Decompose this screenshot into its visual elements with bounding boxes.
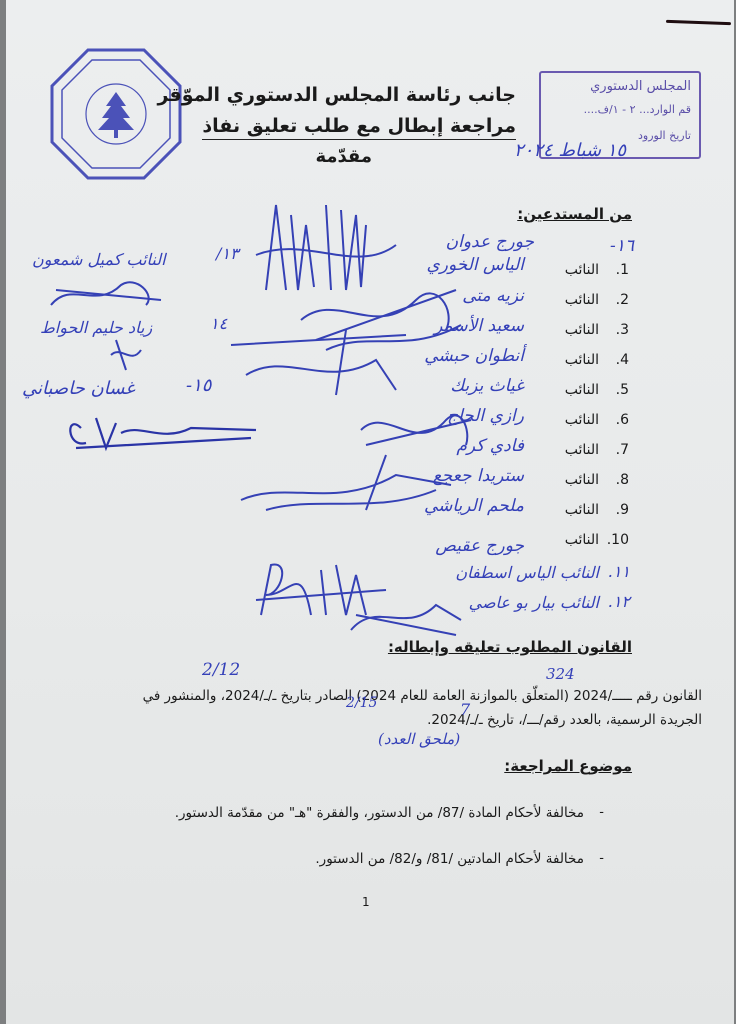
petitioner-number: 4. (615, 352, 629, 368)
signature-icon (236, 450, 456, 520)
handwritten-petitioner-number: ١٦- (609, 236, 634, 256)
law-line-1: القانون رقم ـــــ/2024 (المتعلّق بالموازنة العامة للعام 2024) الصادر بتاريخ ـ/ـ/2024، والمنشور في (142, 688, 702, 704)
petitioner-name: ملحم الرياشي (423, 496, 524, 516)
title-line-2: مراجعة إبطال مع طلب تعليق نفاذ (202, 115, 516, 140)
signature-icon (346, 590, 466, 640)
petitioner-label: النائب (564, 382, 599, 398)
petitioner-name: سعيد الأسمر (434, 316, 524, 336)
stamp-handwritten-date: ١٥ شباط ٢٠٢٤ (514, 140, 627, 161)
title-line-3: مقدّمة (315, 146, 372, 167)
petitioner-label: النائب (564, 322, 599, 338)
handwritten-petitioner: غسان حاصباني (22, 378, 135, 399)
subject-heading: موضوع المراجعة: (504, 757, 632, 775)
title-line-1: جانب رئاسة المجلس الدستوري الموّقر (157, 84, 516, 106)
petitioner-name: غياث يزبك (450, 376, 524, 396)
petitioner-number: 1. (615, 262, 629, 278)
signature-icon (226, 320, 416, 400)
petitioner-number: 3. (615, 322, 629, 338)
petitioner-label: النائب (564, 532, 599, 548)
petitioner-name: الياس الخوري (426, 255, 524, 275)
law-handwritten-issue: 7 (460, 700, 471, 719)
petitioner-name: رازي الحاج (447, 406, 524, 426)
petitioner-number: 6. (615, 412, 629, 428)
petitioner-number: 5. (615, 382, 629, 398)
petitioners-heading: من المستدعين: (517, 205, 632, 223)
signature-icon (106, 335, 146, 375)
handwritten-petitioner-number: ١١. (607, 562, 630, 581)
petitioner-number: 8. (615, 472, 629, 488)
petitioner-number: 10. (606, 532, 629, 548)
bullet-dash: - (599, 851, 604, 866)
document-page (6, 0, 734, 1024)
law-heading: القانون المطلوب تعليقه وإبطاله: (387, 638, 632, 656)
stamp-title: المجلس الدستوري (590, 79, 691, 94)
constitutional-council-seal (48, 46, 184, 182)
petitioner-label: النائب (564, 262, 599, 278)
signature-icon (61, 408, 261, 453)
petitioner-number: 7. (615, 442, 629, 458)
petitioner-label: النائب (564, 412, 599, 428)
petitioner-label: النائب (564, 352, 599, 368)
handwritten-petitioner-number: ١٥- (186, 375, 212, 396)
page-number: 1 (362, 895, 370, 909)
handwritten-petitioner: النائب بيار بو عاصي (468, 593, 599, 612)
petitioner-name: ستريدا جعجع (432, 466, 524, 486)
petitioner-label: النائب (564, 502, 599, 518)
petitioner-number: 9. (615, 502, 629, 518)
petitioner-number: 2. (615, 292, 629, 308)
law-line-2: الجريدة الرسمية، بالعدد رقم/ـــ/، تاريخ ـ/ـ/2024. (427, 712, 702, 728)
petitioner-name: نزيه متى (462, 286, 524, 306)
petitioner-label: النائب (564, 292, 599, 308)
handwritten-petitioner-number: ١٣/ (216, 244, 239, 263)
petitioner-name: أنطوان حبشي (424, 346, 524, 366)
petitioner-name: فادي كرم (456, 436, 524, 456)
handwritten-petitioner: جورج عدوان (445, 232, 534, 252)
pen-mark (666, 20, 731, 25)
handwritten-petitioner: النائب الياس اسطفان (455, 563, 599, 582)
law-handwritten-date-2: 2/15 (346, 695, 378, 711)
petitioner-label: النائب (564, 442, 599, 458)
bullet-dash: - (599, 805, 604, 820)
stamp-date-label: تاريخ الورود (638, 129, 691, 142)
petitioner-label: النائب (564, 472, 599, 488)
handwritten-petitioner-number: ١٤ (210, 314, 228, 333)
handwritten-petitioner-number: ١٢. (607, 592, 630, 611)
stamp-number: قم الوارد... ٢ - ١/ف.... (583, 103, 691, 116)
law-handwritten-date-1: 2/12 (202, 660, 241, 680)
law-handwritten-number: 324 (546, 665, 575, 683)
law-handwritten-supplement: (ملحق العدد) (378, 730, 461, 748)
petitioner-name: جورج عقيص (435, 536, 524, 556)
signature-icon (46, 270, 166, 320)
subject-item: مخالفة لأحكام المادتين /81/ و/82/ من الدستور. (315, 851, 584, 867)
subject-item: مخالفة لأحكام المادة /87/ من الدستور، والفقرة "هـ" من مقدّمة الدستور. (174, 805, 584, 821)
handwritten-petitioner: النائب كميل شمعون (32, 250, 166, 269)
handwritten-petitioner: زياد حليم الحواط (40, 318, 153, 337)
